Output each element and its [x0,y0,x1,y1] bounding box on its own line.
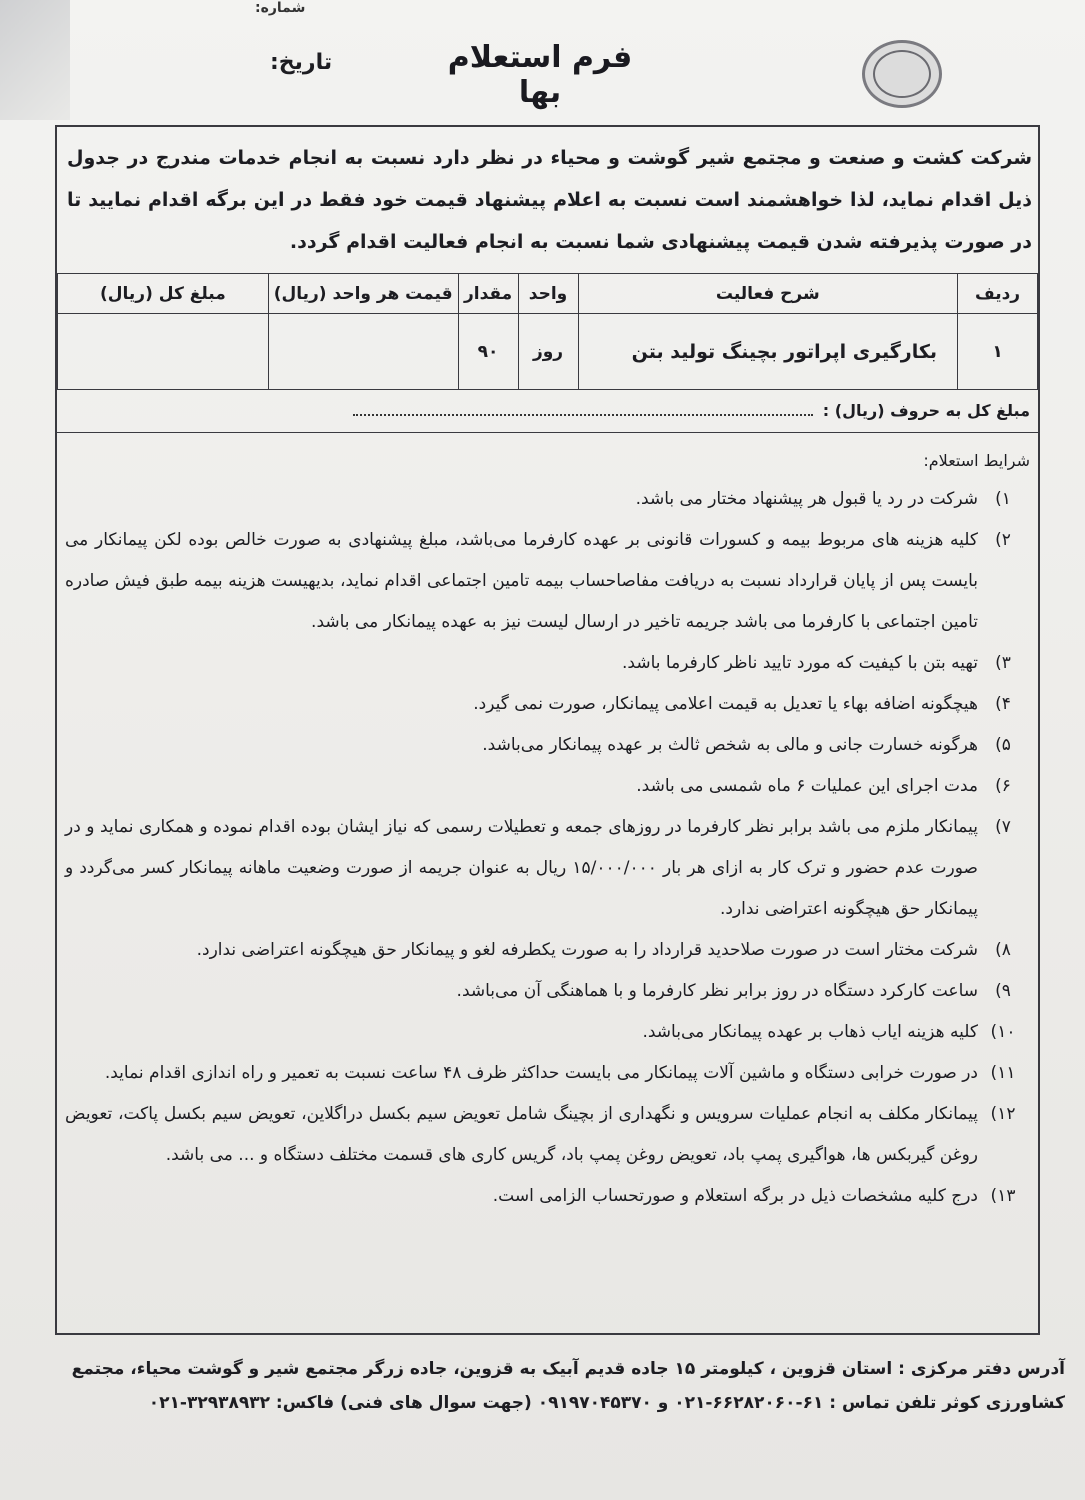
footer-contact: کشاورزی کوثر تلفن تماس : ۶۱-۶۶۲۸۲۰۶۰-۰۲۱ و ۰۹۱۹۷۰۴۵۳۷۰ (جهت سوال های فنی) فاکس: ۳۲۹۳۸۹۳۲-۰۲۱ [148,1393,1065,1413]
condition-text: کلیه هزینه های مربوط بیمه و کسورات قانونی بر عهده کارفرما می‌باشد، مبلغ پیشنهادی به صورت خالص بوده لکن پیمانکار می بایست پس از پایان قرارداد نسبت به دریافت مفاصاحساب بیمه تامین اجتماعی اقدام نماید، بدیهیست هزینه بیمه طبق فیش صادره تامین اجتماعی با کارفرما می باشد جریمه تاخیر در ارسال لیست نیز به عهده پیمانکار می باشد. [65,530,978,632]
condition-text: درج کلیه مشخصات ذیل در برگه استعلام و صورتحساب الزامی است. [492,1186,978,1206]
condition-text: ساعت کارکرد دستگاه در روز برابر نظر کارفرما و با هماهنگی آن می‌باشد. [456,981,978,1001]
cell-row-number: ۱ [958,314,1038,390]
total-in-words-label: مبلغ کل به حروف (ریال) : [822,401,1030,420]
header-quantity: مقدار [458,274,518,314]
header-total: مبلغ کل (ریال) [58,274,269,314]
list-item [65,807,1028,930]
condition-number: ۶) [995,776,1011,796]
table-header-row [58,274,1038,314]
list-item [65,684,1028,725]
cell-total[interactable] [58,314,269,390]
list-item [65,479,1028,520]
intro-paragraph: شرکت کشت و صنعت و مجتمع شیر گوشت و محیاء در نظر دارد نسبت به انجام خدمات مندرج در جدول ذیل اقدام نماید، لذا خواهشمند است نسبت به اعلام پیشنهاد قیمت خود فقط در این برگه اقدام نمایید تا در صورت پذیرفته شدن قیمت پیشنهادی شما نسبت به انجام فعالیت اقدام گردد. [67,147,1032,253]
condition-text: پیمانکار ملزم می باشد برابر نظر کارفرما در روزهای جمعه و تعطیلات رسمی که نیاز ایشان بوده اقدام نموده و همکاری نماید و در صورت عدم حضور و ترک کار به ازای هر بار ۱۵/۰۰۰/۰۰۰ ریال به عنوان جریمه از صورت وضعیت ماهانه پیمانکار کسر می‌گردد و پیمانکار حق هیچگونه اعتراضی ندارد. [65,817,978,919]
condition-text: شرکت مختار است در صورت صلاحدید قرارداد را به صورت یکطرفه لغو و پیمانکار حق هیچگونه اعتراضی ندارد. [196,940,978,960]
footer-address: آدرس دفتر مرکزی : استان قزوین ، کیلومتر ۱۵ جاده قدیم آبیک به قزوین، جاده زرگر مجتمع شیر و گوشت محیاء، مجتمع [71,1359,1065,1379]
list-item [65,1094,1028,1176]
logo-emblem-icon [873,50,931,98]
table-row [58,314,1038,390]
form-frame [55,125,1040,1335]
list-item [65,766,1028,807]
list-item [65,1176,1028,1217]
condition-text: در صورت خرابی دستگاه و ماشین آلات پیمانکار می بایست حداکثر ظرف ۴۸ ساعت نسبت به تعمیر و راه اندازی اقدام نماید. [104,1063,978,1083]
date-label: تاریخ: [270,50,333,75]
header-unit: واحد [518,274,578,314]
cell-unit: روز [518,314,578,390]
condition-number: ۱۲) [990,1104,1016,1124]
condition-text: مدت اجرای این عملیات ۶ ماه شمسی می باشد. [636,776,978,796]
condition-number: ۲) [995,530,1011,550]
header-description: شرح فعالیت [578,274,958,314]
condition-number: ۷) [995,817,1011,837]
total-in-words-blank[interactable] [353,404,813,416]
condition-text: پیمانکار مکلف به انجام عملیات سرویس و نگهداری از بچینگ شامل تعویض سیم بکسل دراگلاین، تعویض سیم بکسل پاکت، تعویض روغن گیربکس ها، هواگیری پمپ باد، تعویض روغن پمپ باد، گریس کاری های قسمت مختلف دستگاه و ... می باشد. [65,1104,978,1165]
list-item [65,643,1028,684]
header-unit-price: قیمت هر واحد (ریال) [268,274,458,314]
page-title: فرم استعلام بها [447,40,633,110]
condition-number: ۴) [995,694,1011,714]
conditions-title: شرایط استعلام: [923,451,1030,470]
condition-text: هرگونه خسارت جانی و مالی به شخص ثالث بر عهده پیمانکار می‌باشد. [482,735,978,755]
condition-number: ۵) [995,735,1011,755]
page-fold [0,0,70,120]
list-item [65,971,1028,1012]
conditions-list [65,479,1028,1217]
condition-number: ۱۰) [990,1022,1016,1042]
condition-number: ۳) [995,653,1011,673]
company-logo [862,40,942,108]
list-item [65,725,1028,766]
condition-text: هیچگونه اضافه بهاء یا تعدیل به قیمت اعلامی پیمانکار، صورت نمی گیرد. [473,694,978,714]
list-item [65,1012,1028,1053]
list-item [65,1053,1028,1094]
total-in-words-row[interactable] [57,391,1038,433]
form-number-label: شماره: [255,0,306,16]
cell-quantity: ۹۰ [458,314,518,390]
cell-description: بکارگیری اپراتور بچینگ تولید بتن [578,314,958,390]
footer-address-block [60,1352,1065,1420]
condition-number: ۱۳) [990,1186,1016,1206]
condition-text: تهیه بتن با کیفیت که مورد تایید ناظر کارفرما باشد. [622,653,978,673]
cell-unit-price[interactable] [268,314,458,390]
condition-number: ۱) [995,489,1011,509]
condition-number: ۹) [995,981,1011,1001]
condition-number: ۸) [995,940,1011,960]
items-table [57,273,1038,390]
condition-text: کلیه هزینه ایاب ذهاب بر عهده پیمانکار می‌باشد. [642,1022,978,1042]
list-item [65,520,1028,643]
header-row-number: ردیف [958,274,1038,314]
condition-number: ۱۱) [990,1063,1016,1083]
condition-text: شرکت در رد یا قبول هر پیشنهاد مختار می باشد. [635,489,978,509]
list-item [65,930,1028,971]
